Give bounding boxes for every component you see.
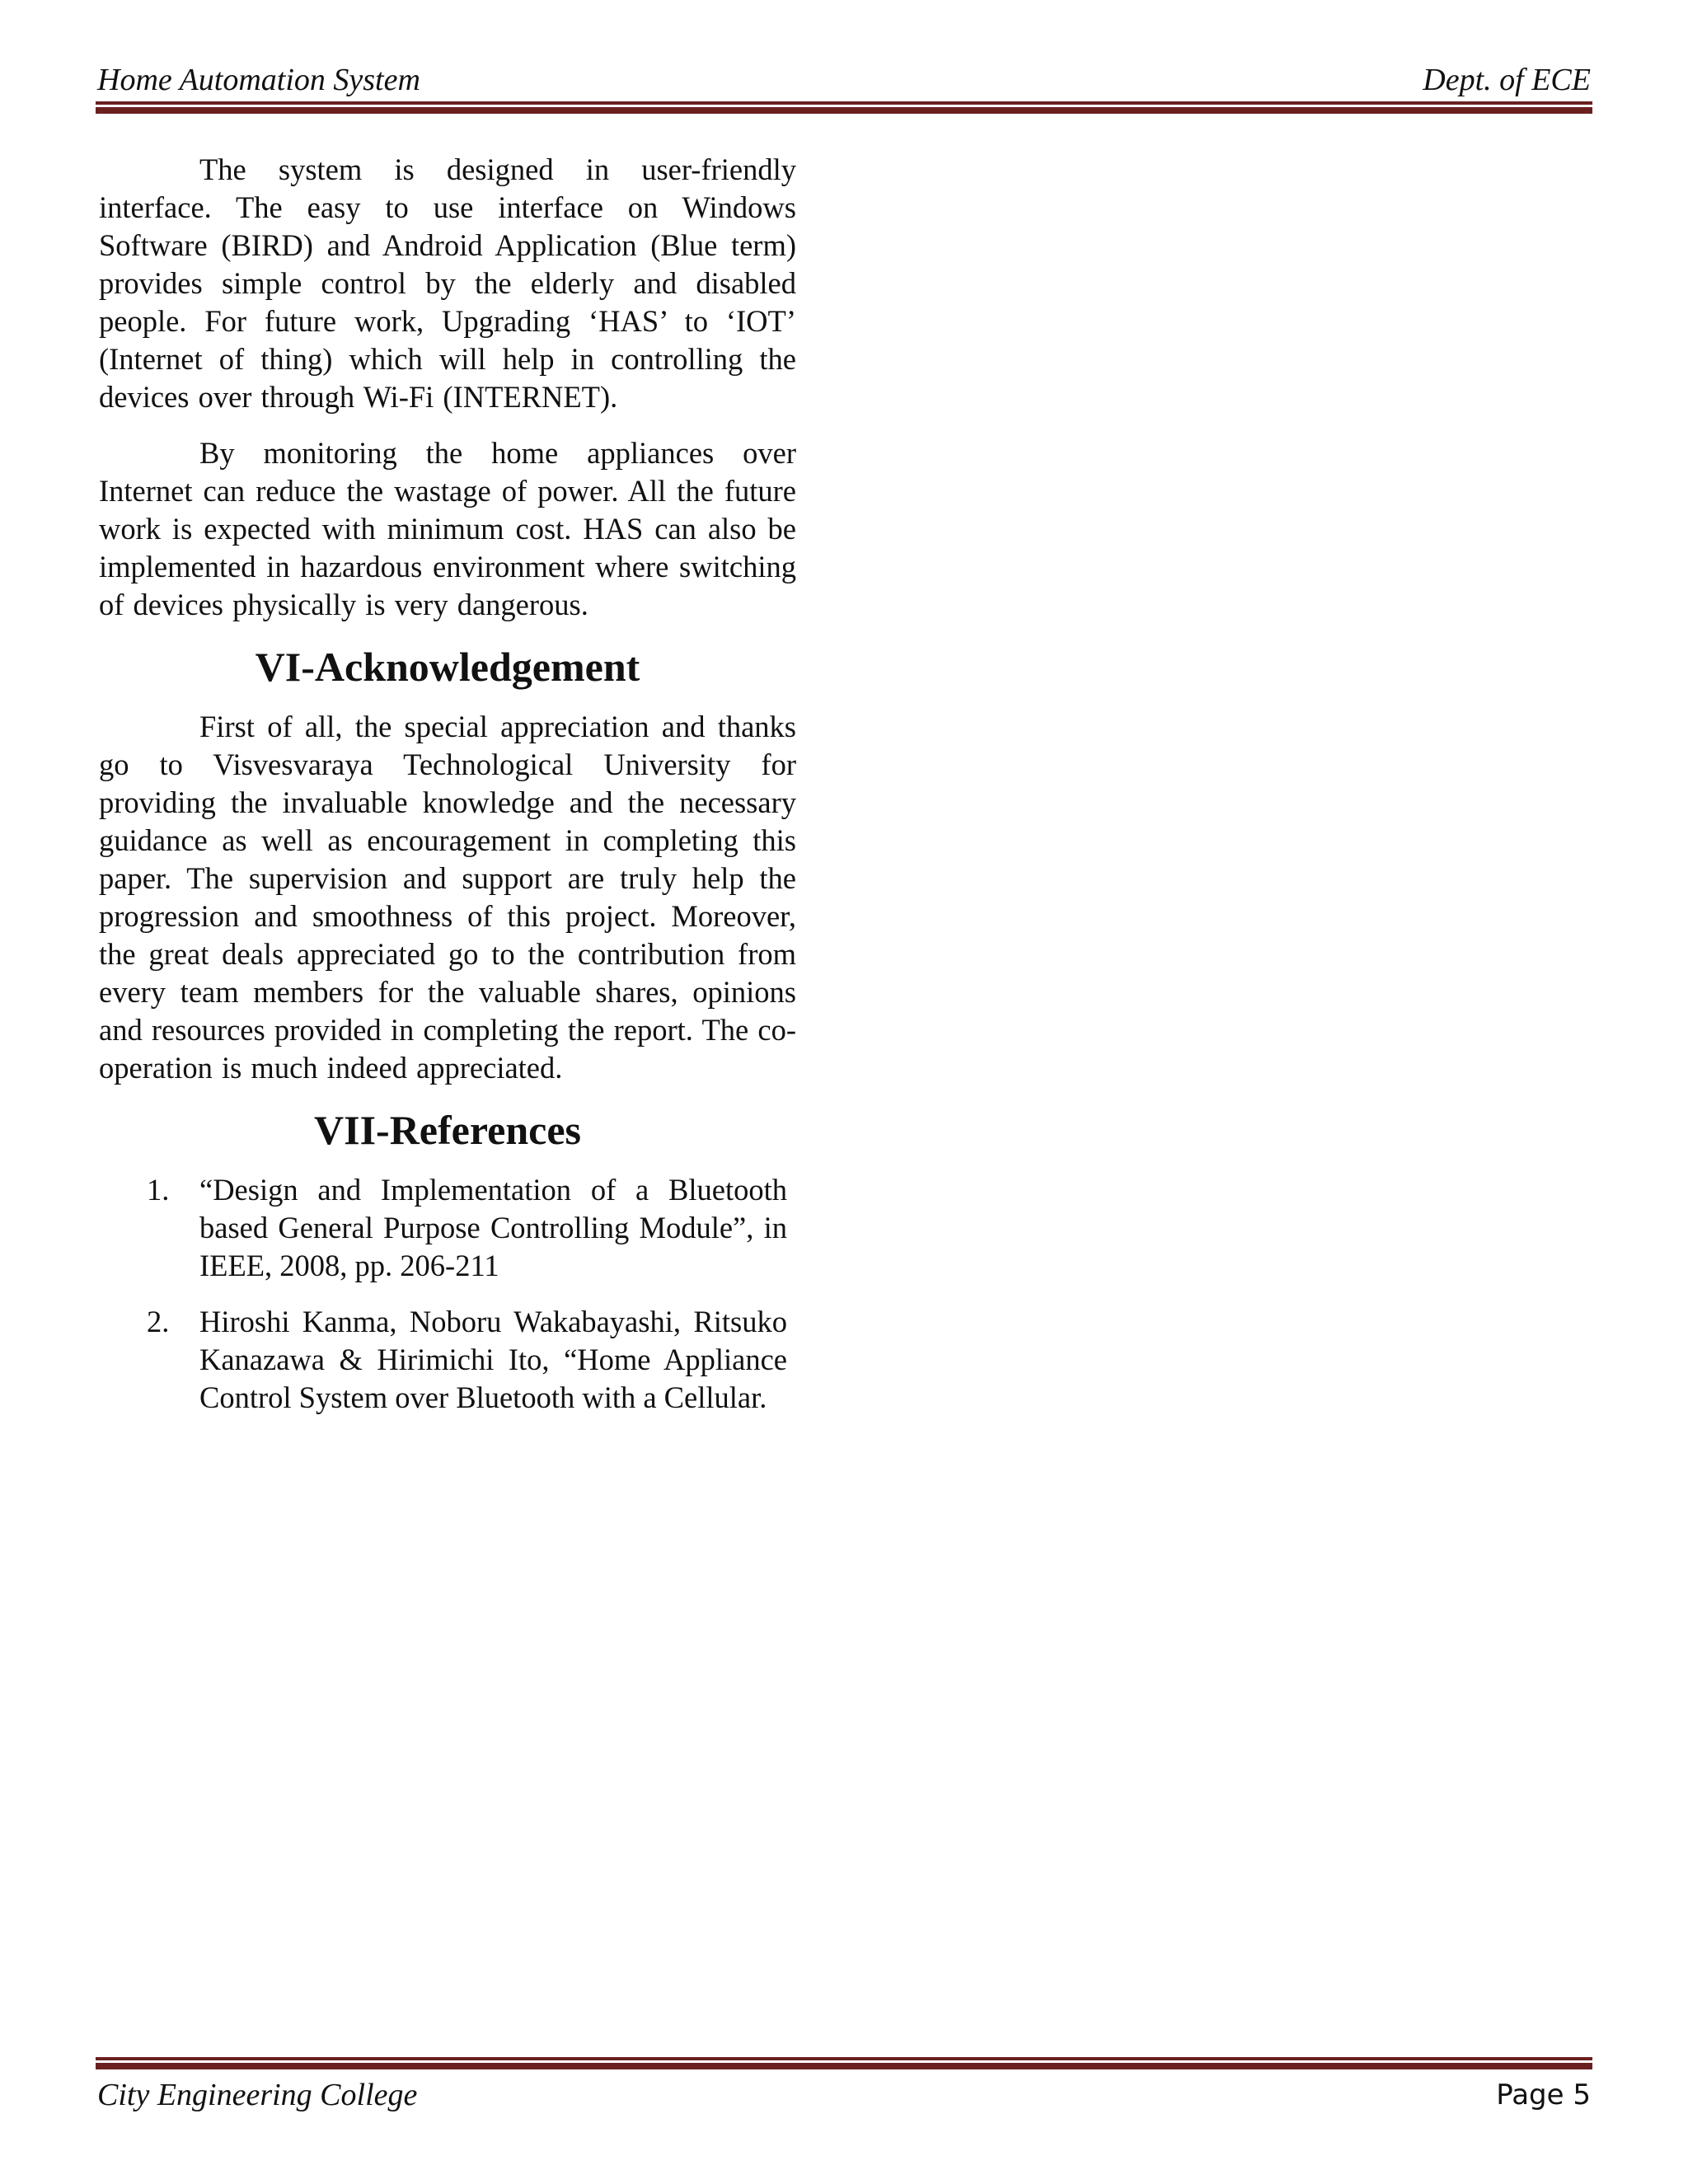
document-title: Home Automation System [97, 63, 420, 97]
reference-item [99, 1171, 787, 1285]
reference-number: 2. [147, 1305, 170, 1338]
references-list [99, 1171, 796, 1417]
page-footer [97, 2074, 1591, 2116]
acknowledgement-heading: VI-Acknowledgement [255, 644, 640, 690]
acknowledgement-paragraph: First of all, the special appreciation and thanks go to Visvesvaraya Technological University for providing the invaluable knowledge and the necessary guidance as well as encouragement in completing this paper. The supervision and support are truly help the progression and smoothness of this project. Moreover, the great deals appreciated go to the contribution from every team members for the valuable shares, opinions and resources provided in completing the report. The co-operation is much indeed appreciated. [99, 710, 796, 1085]
reference-text: “Design and Implementation of a Bluetooth based General Purpose Controlling Module”, in IEEE, 2008, pp. 206-211 [199, 1173, 787, 1282]
intro-paragraph-1: The system is designed in user-friendly interface. The easy to use interface on Windows Software (BIRD) and Android Application (Blue term) provides simple control by the elderly and disabled people. For future work, Upgrading ‘HAS’ to ‘IOT’ (Internet of thing) which will help in controlling the devices over through Wi-Fi (INTERNET). [99, 152, 796, 414]
reference-item [99, 1303, 787, 1417]
reference-text: Hiroshi Kanma, Noboru Wakabayashi, Ritsuko Kanazawa & Hirimichi Ito, “Home Appliance Control System over Bluetooth with a Cellular. [199, 1305, 787, 1414]
page-header [97, 59, 1591, 101]
intro-paragraph-2: By monitoring the home appliances over Internet can reduce the wastage of power. All the future work is expected with minimum cost. HAS can also be implemented in hazardous environment where switching of devices physically is very dangerous. [99, 436, 796, 621]
reference-number: 1. [147, 1173, 170, 1207]
page-number: Page 5 [1496, 2079, 1591, 2111]
college-name: City Engineering College [97, 2078, 418, 2112]
main-column [99, 151, 796, 1435]
department-label: Dept. of ECE [1423, 63, 1591, 97]
references-heading: VII-References [314, 1107, 581, 1153]
footer-divider [96, 2057, 1592, 2069]
header-divider [96, 101, 1592, 114]
